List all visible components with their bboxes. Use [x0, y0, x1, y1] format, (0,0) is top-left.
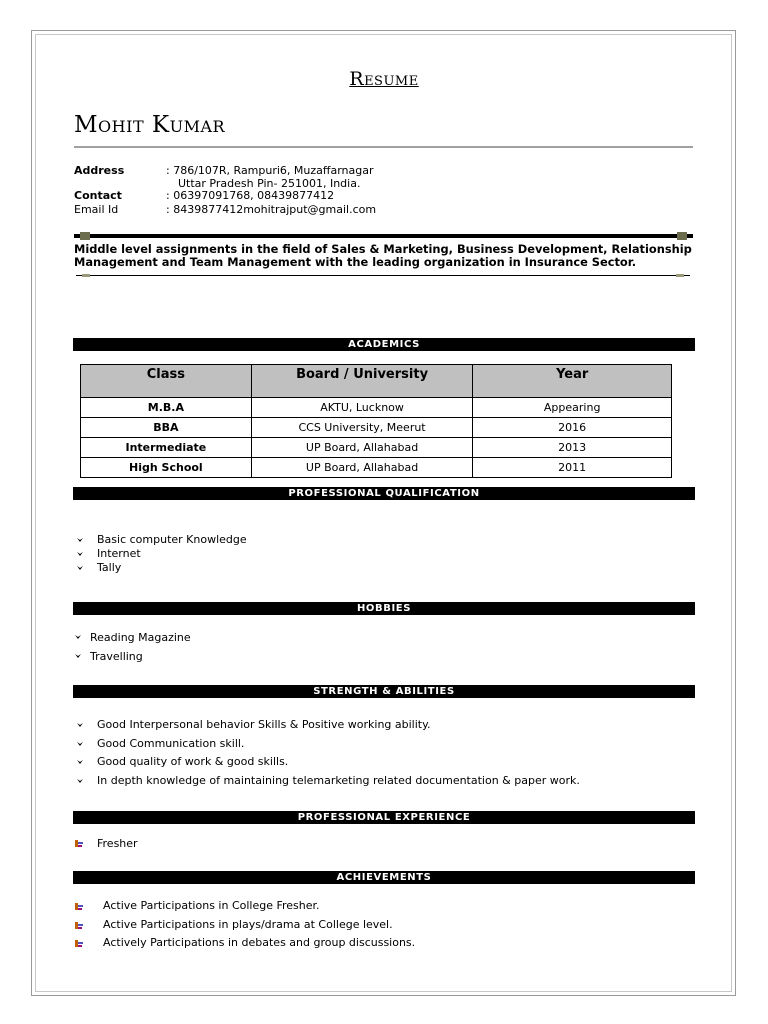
arrow-bullet-icon	[76, 536, 84, 544]
table-header-row	[81, 365, 672, 398]
divider-cap-right	[677, 232, 687, 240]
cell-board: AKTU, Lucknow	[251, 398, 473, 418]
header-class: Class	[81, 365, 252, 398]
name-divider	[74, 146, 693, 148]
arrow-bullet-icon	[74, 633, 82, 641]
cell-board: CCS University, Meerut	[251, 418, 473, 438]
cell-year: 2011	[473, 458, 672, 478]
hobbies-list	[74, 628, 191, 666]
pointing-hand-bullet-icon	[75, 839, 83, 848]
summary-bottom-divider	[76, 275, 690, 276]
table-row	[81, 438, 672, 458]
academics-table	[80, 364, 672, 478]
thin-cap-left	[82, 274, 90, 277]
pointing-hand-bullet-icon	[75, 939, 83, 948]
email-label: Email Id	[74, 203, 119, 216]
list-item: Good quality of work & good skills.	[74, 753, 580, 772]
address-line1: : 786/107R, Rampuri6, Muzaffarnagar	[166, 164, 374, 177]
career-summary: Middle level assignments in the field of Sales & Marketing, Business Development, Relationship Management and Team Management with the leading organization in Insurance Sector.	[74, 242, 692, 269]
contact-label: Contact	[74, 189, 122, 202]
list-item: Active Participations in plays/drama at College level.	[74, 916, 415, 935]
list-item: In depth knowledge of maintaining telemarketing related documentation & paper work.	[74, 772, 580, 791]
email-value: : 8439877412mohitrajput@gmail.com	[166, 203, 377, 216]
section-strength: STRENGTH & ABILITIES	[73, 685, 695, 698]
cell-class: High School	[81, 458, 252, 478]
address-line2: Uttar Pradesh Pin- 251001, India.	[178, 177, 361, 190]
experience-list	[74, 837, 138, 851]
section-hobbies: HOBBIES	[73, 602, 695, 615]
arrow-bullet-icon	[76, 721, 84, 729]
header-board: Board / University	[251, 365, 473, 398]
header-year: Year	[473, 365, 672, 398]
list-item: Reading Magazine	[74, 628, 191, 647]
cell-year: 2013	[473, 438, 672, 458]
qualification-list	[74, 533, 247, 575]
arrow-bullet-icon	[74, 652, 82, 660]
contact-value: : 06397091768, 08439877412	[166, 189, 335, 202]
candidate-name: Mohit Kumar	[74, 112, 226, 138]
list-item: Tally	[74, 561, 247, 575]
achievements-list	[74, 897, 415, 953]
list-item: Basic computer Knowledge	[74, 533, 247, 547]
divider-cap-left	[80, 232, 90, 240]
list-item: Actively Participations in debates and group discussions.	[74, 934, 415, 953]
cell-year: Appearing	[473, 398, 672, 418]
cell-board: UP Board, Allahabad	[251, 438, 473, 458]
list-item: Good Interpersonal behavior Skills & Positive working ability.	[74, 716, 580, 735]
arrow-bullet-icon	[76, 740, 84, 748]
list-item: Internet	[74, 547, 247, 561]
list-item: Active Participations in College Fresher.	[74, 897, 415, 916]
table-row	[81, 458, 672, 478]
cell-board: UP Board, Allahabad	[251, 458, 473, 478]
cell-year: 2016	[473, 418, 672, 438]
pointing-hand-bullet-icon	[75, 921, 83, 930]
cell-class: Intermediate	[81, 438, 252, 458]
arrow-bullet-icon	[76, 777, 84, 785]
list-item: Travelling	[74, 647, 191, 666]
section-achievements: ACHIEVEMENTS	[73, 871, 695, 884]
strengths-list	[74, 716, 580, 790]
thin-cap-right	[676, 274, 684, 277]
page-border-inner	[35, 34, 732, 992]
address-label: Address	[74, 164, 125, 177]
summary-top-divider	[74, 234, 693, 238]
resume-title: Resume	[349, 68, 419, 90]
cell-class: M.B.A	[81, 398, 252, 418]
table-row	[81, 398, 672, 418]
list-item: Fresher	[74, 837, 138, 851]
arrow-bullet-icon	[76, 550, 84, 558]
arrow-bullet-icon	[76, 758, 84, 766]
section-experience: PROFESSIONAL EXPERIENCE	[73, 811, 695, 824]
arrow-bullet-icon	[76, 564, 84, 572]
table-row	[81, 418, 672, 438]
section-qualification: PROFESSIONAL QUALIFICATION	[73, 487, 695, 500]
cell-class: BBA	[81, 418, 252, 438]
pointing-hand-bullet-icon	[75, 902, 83, 911]
list-item: Good Communication skill.	[74, 735, 580, 754]
section-academics: ACADEMICS	[73, 338, 695, 351]
